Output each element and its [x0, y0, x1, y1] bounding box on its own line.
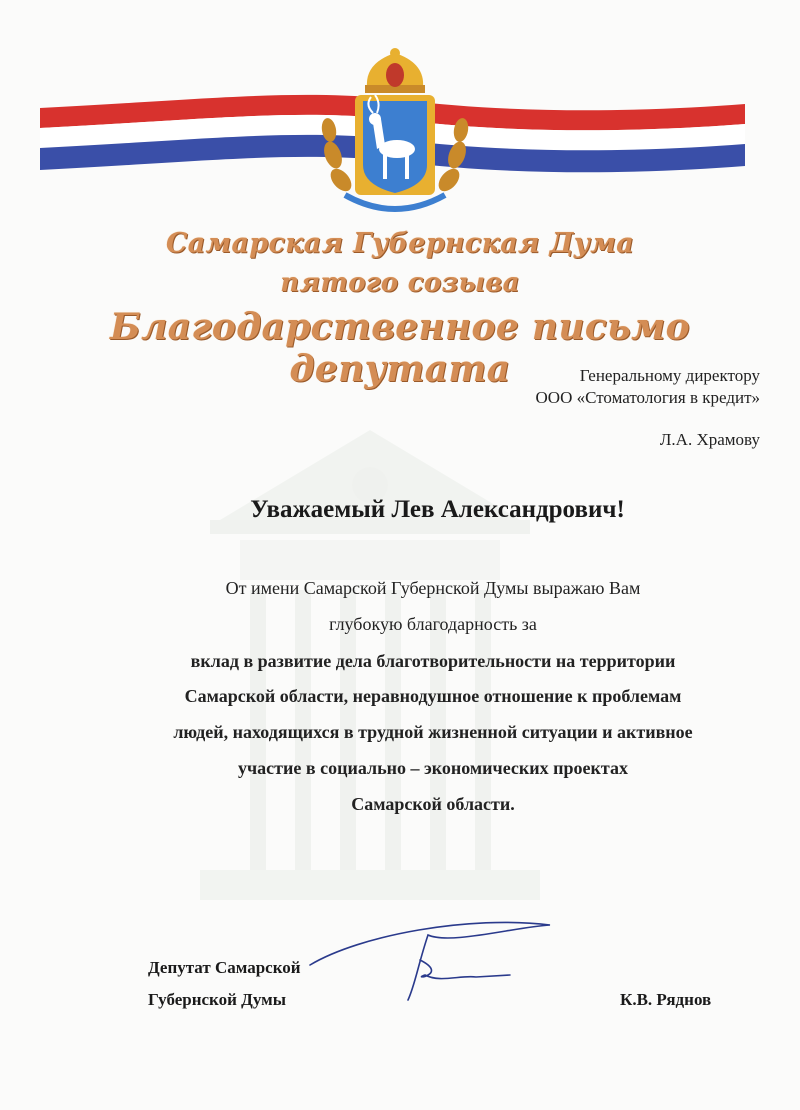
handwritten-signature: [300, 905, 560, 1015]
header-line2: пятого созыва: [280, 268, 520, 298]
body-line: глубокую благодарность за: [329, 614, 537, 634]
body-line: людей, находящихся в трудной жизненной ситуации и активное: [173, 722, 693, 742]
addressee-name: Л.А. Храмову: [659, 430, 760, 449]
body-line: Самарской области.: [351, 794, 515, 814]
addressee-company: ООО «Стоматология в кредит»: [535, 388, 760, 407]
body-line: вклад в развитие дела благотворительности на территории: [190, 651, 676, 671]
signatory-position-line2: Губернской Думы: [148, 990, 287, 1009]
addressee-position: Генеральному директору: [579, 366, 760, 385]
coat-of-arms-icon: [315, 45, 475, 225]
signatory-position-line1: Депутат Самарской: [148, 958, 301, 977]
body-line: Самарской области, неравнодушное отношение к проблемам: [184, 686, 682, 706]
body-line: От имени Самарской Губернской Думы выражаю Вам: [225, 578, 641, 598]
letter-title: Благодарственное письмо депутата: [110, 306, 690, 390]
salutation: Уважаемый Лев Александрович!: [250, 496, 625, 523]
header-line1: Самарская Губернская Дума: [165, 228, 635, 259]
body-line: участие в социально – экономических проектах: [238, 758, 628, 778]
signatory-name: К.В. Ряднов: [620, 990, 712, 1009]
